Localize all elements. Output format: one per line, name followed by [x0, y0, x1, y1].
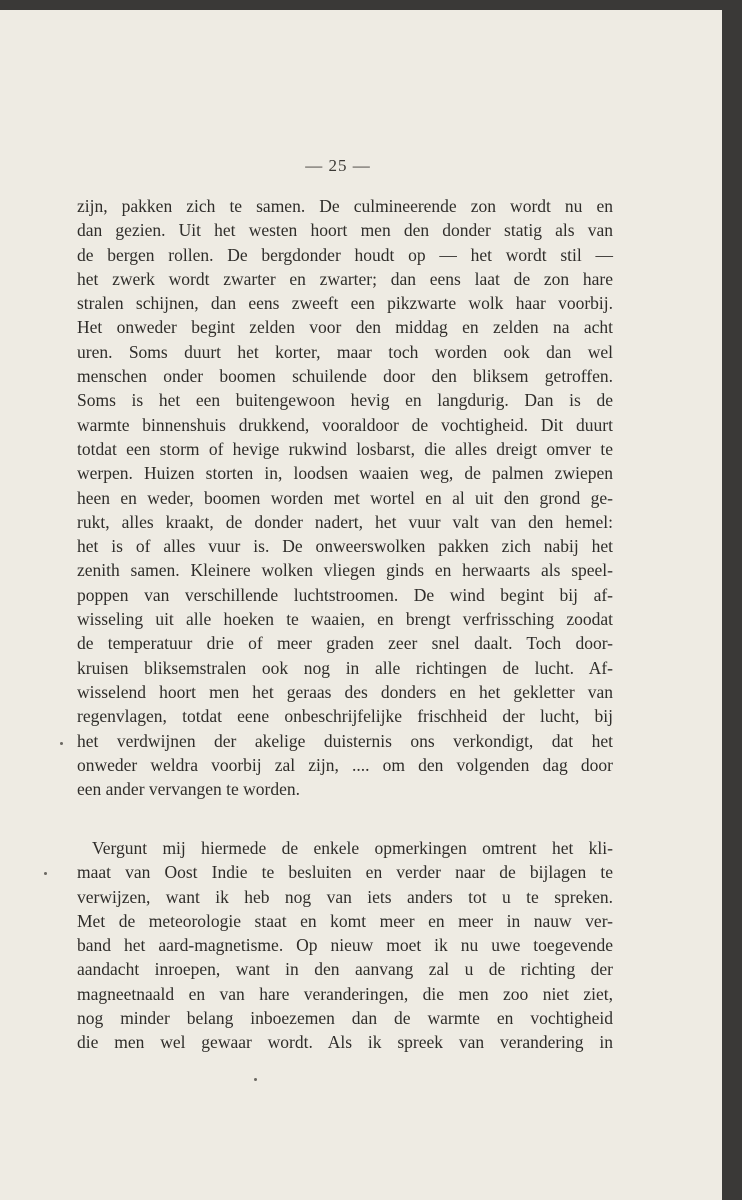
text-line: regenvlagen, totdat eene onbeschrijfelijke frischheid der lucht, bij	[77, 706, 613, 727]
text-line: band het aard-magnetisme. Op nieuw moet ik nu uwe toegevende	[77, 935, 613, 956]
text-line: het is of alles vuur is. De onweerswolken pakken zich nabij het	[77, 536, 613, 557]
text-line: menschen onder boomen schuilende door den bliksem getroffen.	[77, 366, 613, 387]
text-line: kruisen bliksemstralen ook nog in alle richtingen de lucht. Af-	[77, 657, 613, 678]
page-number: — 25 —	[305, 156, 371, 175]
paragraph-1	[77, 194, 613, 801]
text-line: de bergen rollen. De bergdonder houdt op — het wordt stil —	[77, 244, 613, 265]
text-line: Met de meteorologie staat en komt meer en meer in nauw ver-	[77, 910, 613, 931]
text-line: het zwerk wordt zwarter en zwarter; dan eens laat de zon hare	[77, 268, 613, 289]
text-line: totdat een storm of hevige rukwind losbarst, die alles dreigt omver te	[77, 438, 613, 459]
text-line: maat van Oost Indie te besluiten en verder naar de bijlagen te	[77, 862, 613, 883]
paper-speck	[60, 742, 63, 745]
text-line: aandacht inroepen, want in den aanvang zal u de richting der	[77, 959, 613, 980]
text-line: Vergunt mij hiermede de enkele opmerkingen omtrent het kli-	[92, 838, 613, 858]
text-line: poppen van verschillende luchtstroomen. De wind begint bij af-	[77, 584, 613, 605]
text-line: stralen schijnen, dan eens zweeft een pikzwarte wolk haar voorbij.	[77, 293, 613, 314]
text-line: zijn, pakken zich te samen. De culmineerende zon wordt nu en	[77, 196, 613, 216]
paper-speck	[44, 872, 47, 875]
text-line: warmte binnenshuis drukkend, vooraldoor de vochtigheid. Dit duurt	[77, 414, 613, 435]
text-line: die men wel gewaar wordt. Als ik spreek van verandering in	[77, 1032, 613, 1053]
text-line: een ander vervangen te worden.	[77, 779, 301, 800]
text-line: heen en weder, boomen worden met wortel en al uit den grond ge-	[77, 487, 613, 508]
text-line: het verdwijnen der akelige duisternis ons verkondigt, dat het	[77, 730, 613, 751]
text-line: zenith samen. Kleinere wolken vliegen ginds en herwaarts als speel-	[77, 560, 613, 581]
paper-speck	[254, 1078, 257, 1081]
text-line: dan gezien. Uit het westen hoort men den donder statig als van	[77, 220, 613, 241]
book-page	[0, 10, 722, 1200]
text-line: onweder weldra voorbij zal zijn, .... om den volgenden dag door	[77, 754, 613, 775]
text-line: de temperatuur drie of meer graden zeer snel daalt. Toch door-	[77, 633, 613, 654]
text-line: wisselend hoort men het geraas des donders en het gekletter van	[77, 681, 613, 702]
text-line: werpen. Huizen storten in, loodsen waaien weg, de palmen zwiepen	[77, 463, 613, 484]
text-line: rukt, alles kraakt, de donder nadert, het vuur valt van den hemel:	[77, 511, 613, 532]
text-line: magneetnaald en van hare veranderingen, die men zoo niet ziet,	[77, 983, 613, 1004]
text-line: Soms is het een buitengewoon hevig en langdurig. Dan is de	[77, 390, 613, 411]
paragraph-2	[77, 836, 613, 1055]
text-line: nog minder belang inboezemen dan de warmte en vochtigheid	[77, 1008, 613, 1029]
text-line: wisseling uit alle hoeken te waaien, en brengt verfrissching zoodat	[77, 609, 613, 630]
text-line: verwijzen, want ik heb nog van iets anders tot u te spreken.	[77, 886, 613, 907]
text-line: Het onweder begint zelden voor den middag en zelden na acht	[77, 317, 613, 338]
text-line: uren. Soms duurt het korter, maar toch worden ook dan wel	[77, 341, 613, 362]
